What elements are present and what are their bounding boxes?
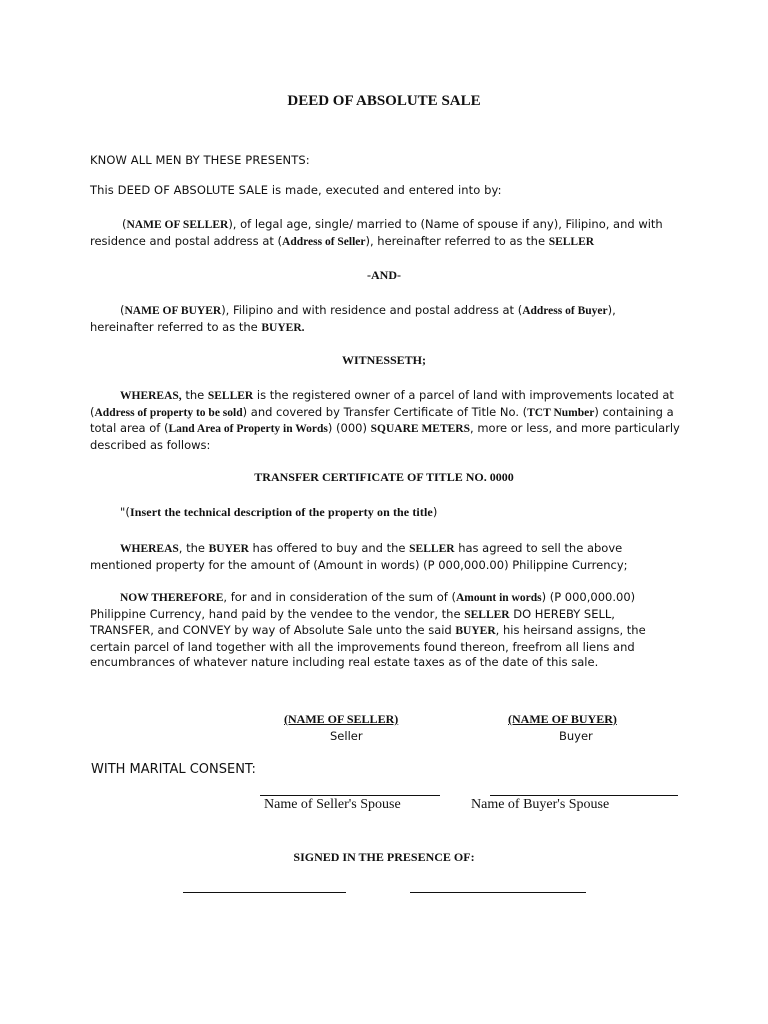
- seller-name-placeholder: NAME OF SELLER: [126, 219, 229, 231]
- and-separator: -AND-: [367, 268, 401, 282]
- whereas-paragraph-1: WHEREAS, the SELLER is the registered owner of a parcel of land with improvements located at (Address of property to be sold) and covered by Transfer Certificate of Title No. (TCT Number) containing a total area of (Land Area of Property in Words) (000) SQUARE METERS, more or less, and more particularly described as follows:: [90, 388, 680, 452]
- buyer-role: BUYER.: [261, 321, 305, 334]
- insert-description-line: "(Insert the technical description of the property on the title): [120, 505, 438, 519]
- now-therefore-paragraph: NOW THEREFORE, for and in consideration of the sum of (Amount in words) (P 000,000.00) Philippine Currency, hand paid by the vendee to the vendor, the SELLER DO HEREBY SELL, TRANSFER, and CONVEY by way of Absolute Sale unto the said BUYER, his heirsand assigns, the certain parcel of land together with all the improvements found thereon, freefrom all liens and encumbrances of whatever nature including real estate taxes as of the date of this sale.: [90, 590, 646, 669]
- witness-signature-line-1: [183, 892, 346, 893]
- buyer-address-placeholder: Address of Buyer: [522, 305, 608, 317]
- seller-address-placeholder: Address of Seller: [282, 235, 366, 248]
- signed-presence-heading: SIGNED IN THE PRESENCE OF:: [293, 850, 475, 864]
- seller-paragraph: (NAME OF SELLER), of legal age, single/ married to (Name of spouse if any), Filipino, and with residence and postal address at (Address of Seller), hereinafter referred to as the SELLER: [90, 217, 663, 248]
- seller-role: SELLER: [548, 235, 595, 248]
- buyer-spouse-label: Name of Buyer's Spouse: [471, 797, 610, 812]
- buyer-paragraph: (NAME OF BUYER), Filipino and with residence and postal address at (Address of Buyer), hereinafter referred to as the BUYER.: [90, 303, 616, 334]
- buyer-name-placeholder: NAME OF BUYER: [124, 305, 222, 317]
- intro-line: This DEED OF ABSOLUTE SALE is made, executed and entered into by:: [90, 183, 502, 197]
- witness-signature-line-2: [410, 892, 586, 893]
- seller-signature-name: (NAME OF SELLER): [284, 712, 399, 726]
- whereas-paragraph-2: WHEREAS, the BUYER has offered to buy and the SELLER has agreed to sell the above mentioned property for the amount of (Amount in words) (P 000,000.00) Philippine Currency;: [90, 541, 628, 572]
- tct-heading: TRANSFER CERTIFICATE OF TITLE NO. 0000: [254, 470, 514, 484]
- marital-consent-label: WITH MARITAL CONSENT:: [91, 762, 256, 777]
- buyer-signature-role: Buyer: [559, 729, 593, 743]
- witnesseth-heading: WITNESSETH;: [341, 353, 427, 367]
- buyer-signature-name: (NAME OF BUYER): [508, 712, 617, 726]
- seller-signature-role: Seller: [330, 729, 363, 743]
- buyer-spouse-signature-line: [490, 795, 678, 796]
- seller-spouse-signature-line: [260, 795, 440, 796]
- document-title: DEED OF ABSOLUTE SALE: [287, 93, 481, 109]
- know-all-line: KNOW ALL MEN BY THESE PRESENTS:: [90, 153, 310, 167]
- seller-spouse-label: Name of Seller's Spouse: [264, 797, 401, 812]
